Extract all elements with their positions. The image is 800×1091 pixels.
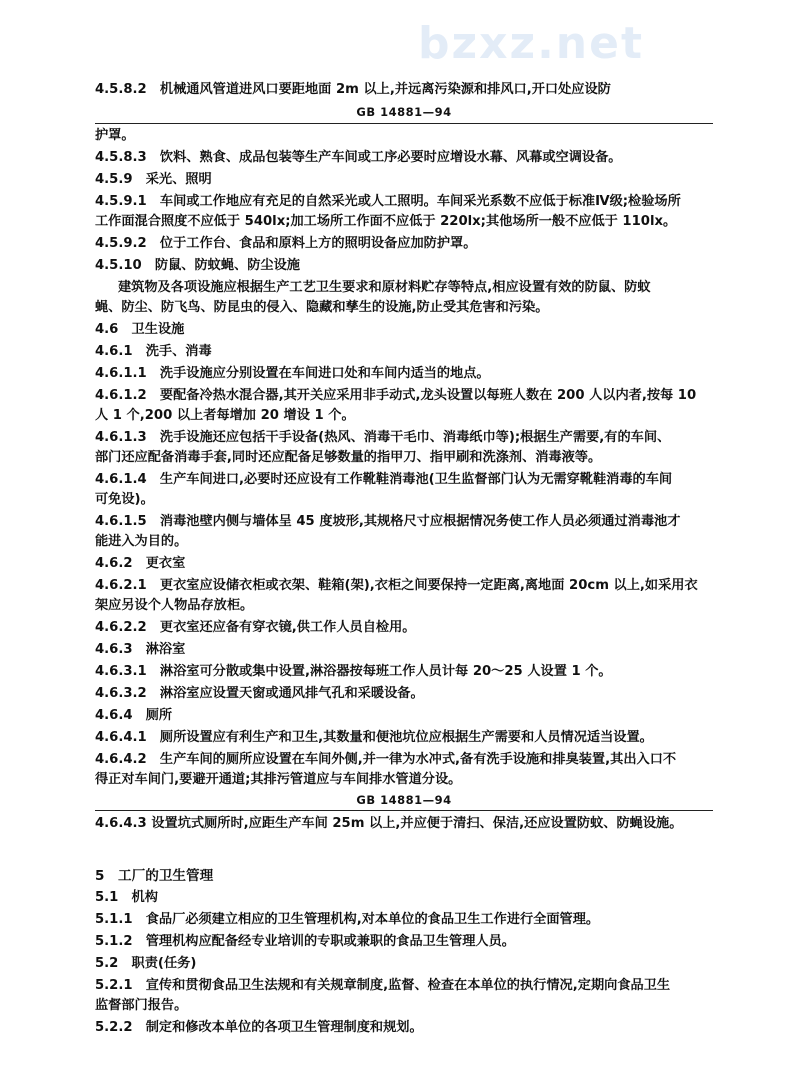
text-line: 4.6.3.1 淋浴室可分散或集中设置,淋浴器按每班工作人员计每 20～25 人设置 1 个。 [95,664,612,679]
text-line: 4.6 卫生设施 [95,322,185,337]
text-line: 4.6.4.3 设置坑式厕所时,应距生产车间 25m 以上,并应便于清扫、保洁,还应设置防蚊、防蝇设施。 [95,816,683,831]
text-line: 4.6.2 更衣室 [95,556,186,571]
text-line: 4.5.9 采光、照明 [95,172,212,187]
text-line: 4.6.4 厕所 [95,708,173,723]
text-line: 4.6.4.2 生产车间的厕所应设置在车间外侧,并一律为水冲式,备有洗手设施和排臭装置,其出入口不 [95,752,677,767]
text-line: 4.5.9.1 车间或工作地应有充足的自然采光或人工照明。车间采光系数不应低于标准Ⅳ级;检验场所 [95,194,681,209]
text-line: 5.2.2 制定和修改本单位的各项卫生管理制度和规划。 [95,1020,423,1035]
text-line: 架应另设个人物品存放柜。 [95,598,254,613]
text-line: 5.1.2 管理机构应配备经专业培训的专职或兼职的食品卫生管理人员。 [95,934,515,949]
text-line: 能进入为目的。 [95,534,188,549]
text-line: 4.6.1.1 洗手设施应分别设置在车间进口处和车间内适当的地点。 [95,366,490,381]
header-rule [95,123,713,124]
text-line: 5.1.1 食品厂必须建立相应的卫生管理机构,对本单位的食品卫生工作进行全面管理。 [95,912,600,927]
text-line: 4.6.1.3 洗手设施还应包括干手设备(热风、消毒干毛巾、消毒纸巾等);根据生产需要,有的车间、 [95,430,671,445]
text-line: 护罩。 [95,128,135,143]
header-rule [95,810,713,811]
text-line: 得正对车间门,要避开通道;其排污管道应与车间排水管道分设。 [95,772,462,787]
text-line: 工作面混合照度不应低于 540lx;加工场所工作面不应低于 220lx;其他场所一般不应低于 110lx。 [95,214,677,229]
text-line: 4.6.1.5 消毒池壁内侧与墙体呈 45 度坡形,其规格尺寸应根据情况务使工作人员必须通过消毒池才 [95,514,681,529]
text-line: 4.6.1 洗手、消毒 [95,344,212,359]
text-line: 4.5.8.3 饮料、熟食、成品包装等生产车间或工序必要时应增设水幕、风幕或空调设备。 [95,150,622,165]
text-line: 4.6.2.1 更衣室应设储衣柜或衣架、鞋箱(架),衣柜之间要保持一定距离,离地面 20cm 以上,如采用衣 [95,578,698,593]
text-line: 4.5.9.2 位于工作台、食品和原料上方的照明设备应加防护罩。 [95,236,477,251]
text-line: 建筑物及各项设施应根据生产工艺卫生要求和原材料贮存等特点,相应设置有效的防鼠、防蚊 [118,280,651,295]
standard-code-header: GB 14881—94 [356,105,452,119]
text-line: 4.5.10 防鼠、防蚊蝇、防尘设施 [95,258,300,273]
text-line: 5.1 机构 [95,890,158,905]
text-line: 4.6.1.4 生产车间进口,必要时还应设有工作靴鞋消毒池(卫生监督部门认为无需穿靴鞋消毒的车间 [95,472,673,487]
text-line: 5.2.1 宣传和贯彻食品卫生法规和有关规章制度,监督、检查在本单位的执行情况,定期向食品卫生 [95,978,671,993]
text-line: 4.6.1.2 要配备冷热水混合器,其开关应采用非手动式,龙头设置以每班人数在 200 人以内者,按每 10 [95,388,697,403]
text-line: 4.6.2.2 更衣室还应备有穿衣镜,供工作人员自检用。 [95,620,416,635]
text-line: 部门还应配备消毒手套,同时还应配备足够数量的指甲刀、指甲刷和洗涤剂、消毒液等。 [95,450,602,465]
text-line: 蝇、防尘、防飞鸟、防昆虫的侵入、隐藏和孳生的设施,防止受其危害和污染。 [95,300,549,315]
text-line: 人 1 个,200 以上者每增加 20 增设 1 个。 [95,408,355,423]
watermark: bzxz.net [418,18,645,69]
text-line: 4.6.3.2 淋浴室应设置天窗或通风排气孔和采暖设备。 [95,686,424,701]
text-line: 可免设)。 [95,492,154,507]
section-heading: 5 工厂的卫生管理 [95,868,214,884]
text-line: 监督部门报告。 [95,998,188,1013]
text-line: 4.6.3 淋浴室 [95,642,186,657]
text-line: 5.2 职责(任务) [95,956,197,971]
text-line: 4.6.4.1 厕所设置应有利生产和卫生,其数量和便池坑位应根据生产需要和人员情况适当设置。 [95,730,653,745]
text-line: 4.5.8.2 机械通风管道进风口要距地面 2m 以上,并远离污染源和排风口,开口处应设防 [95,82,611,97]
standard-code-header: GB 14881—94 [356,793,452,807]
